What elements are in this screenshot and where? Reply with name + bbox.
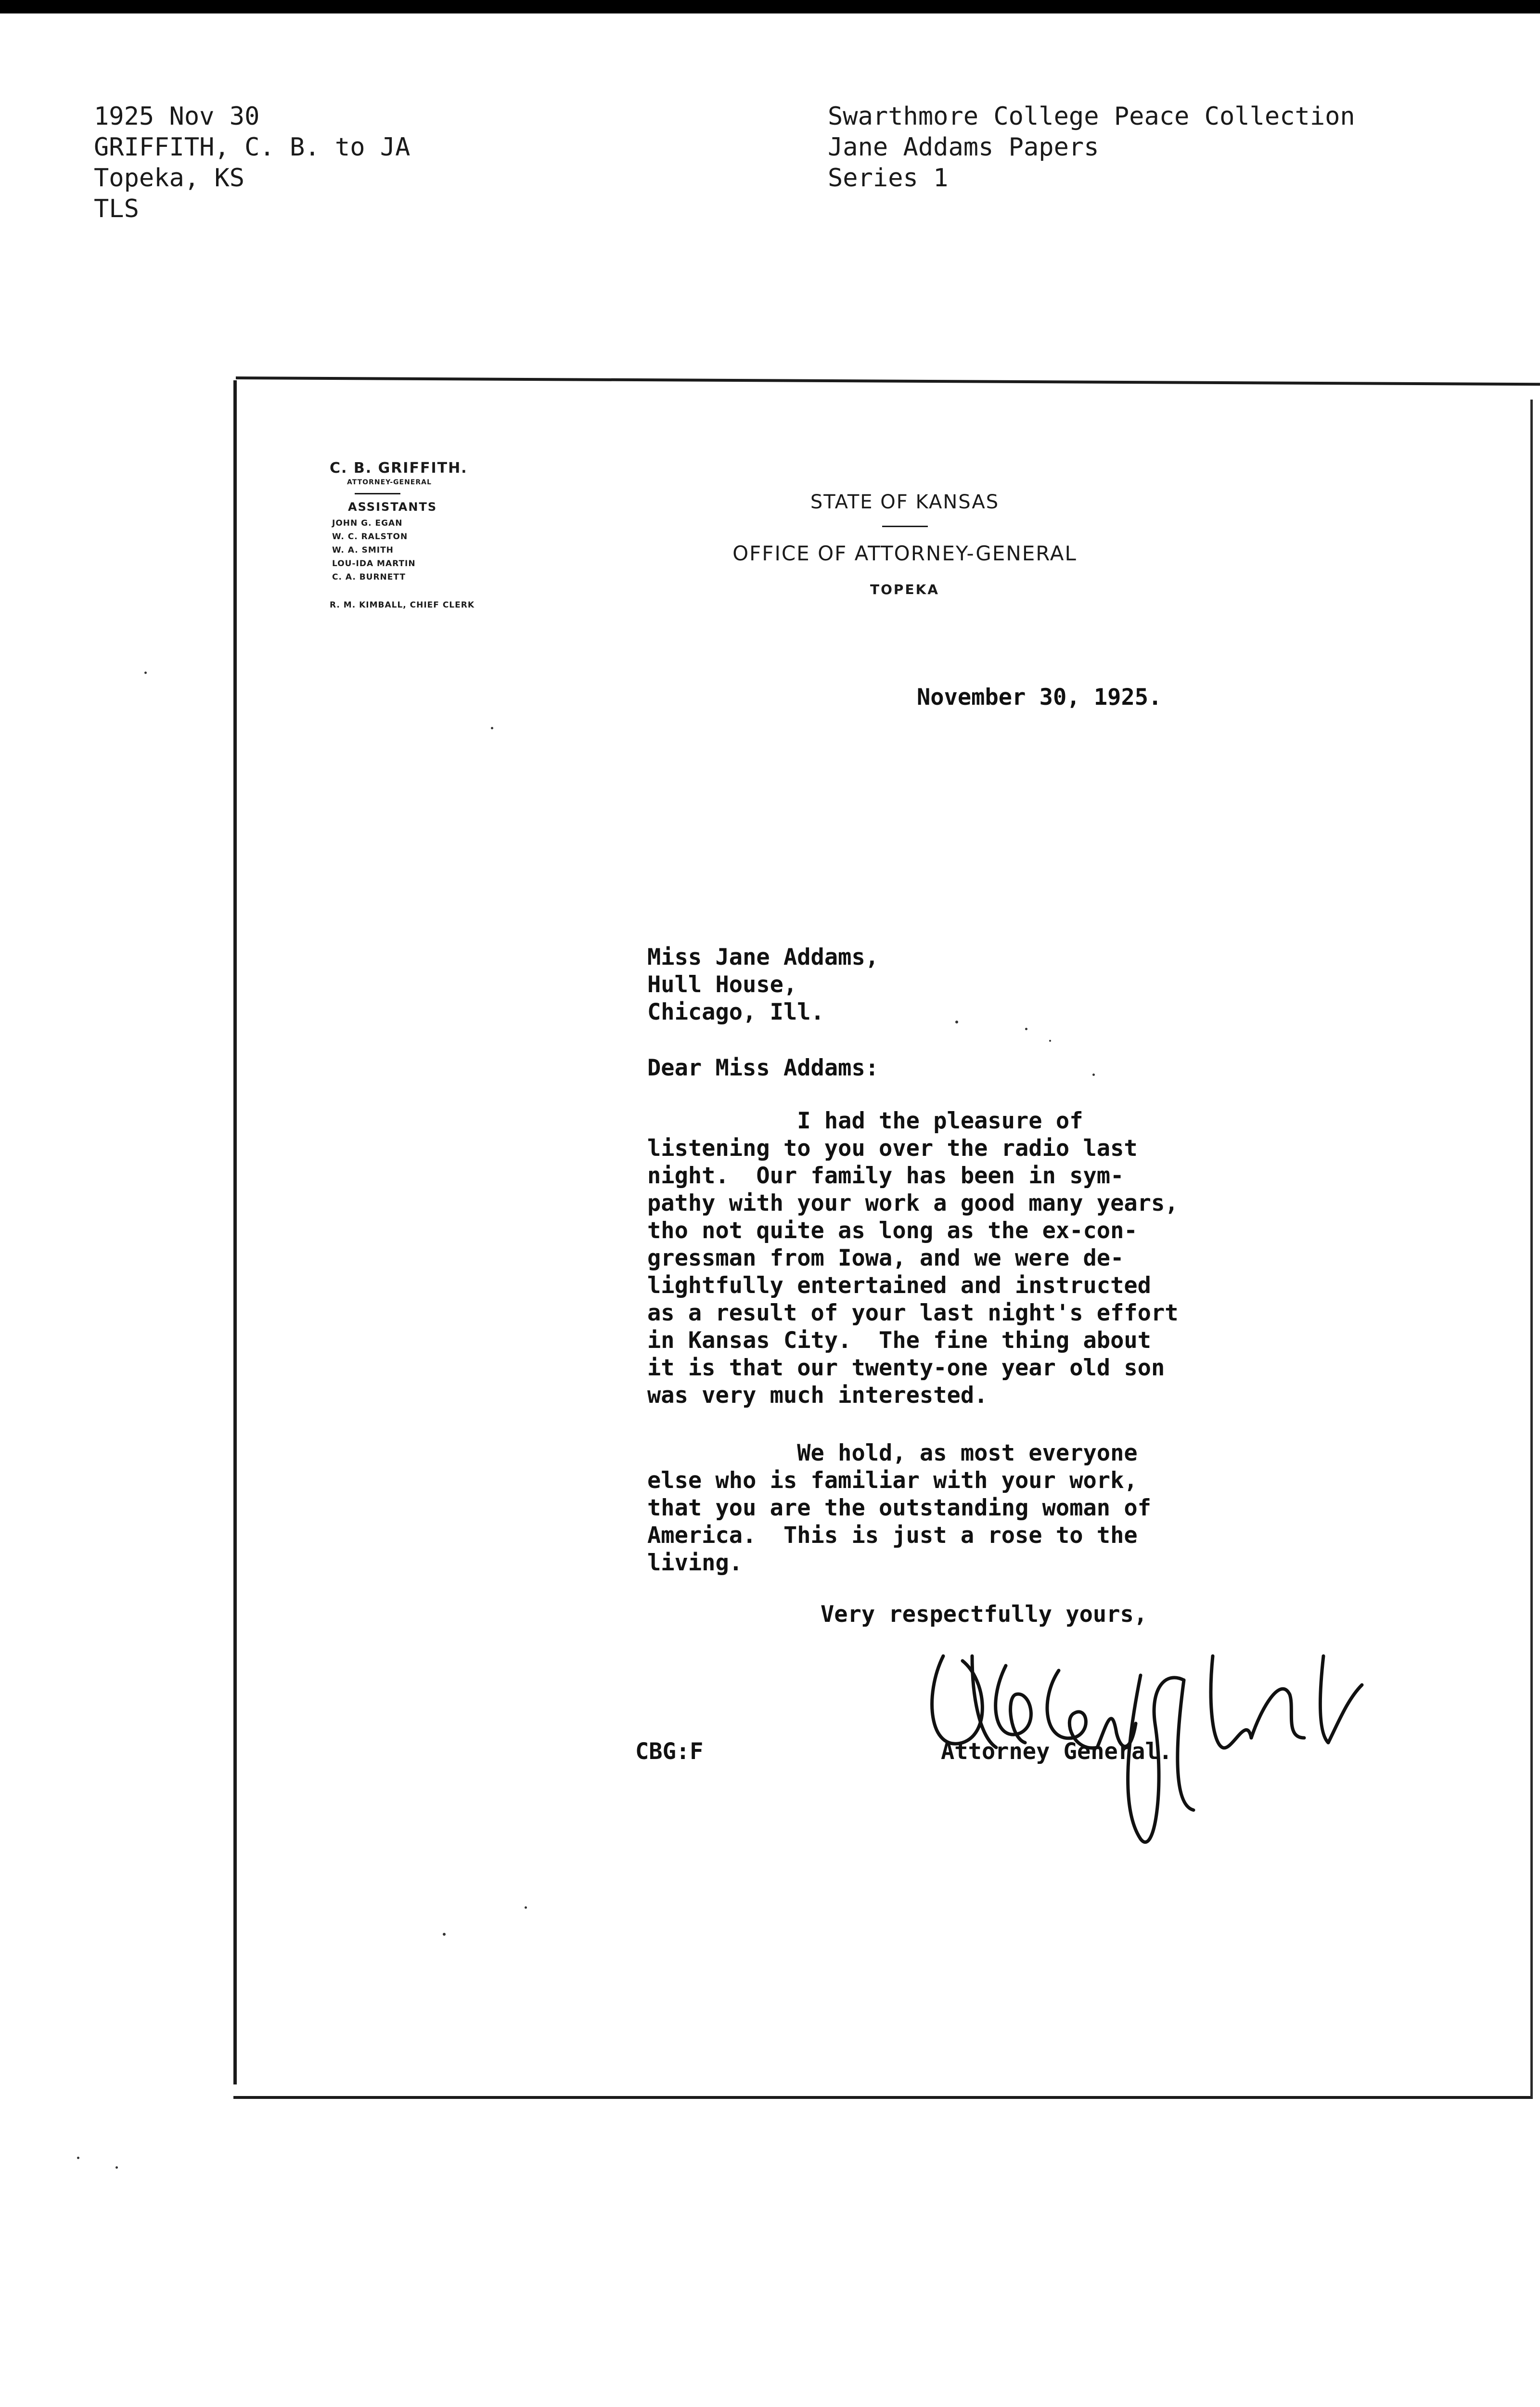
assistant-name: C. A. BURNETT xyxy=(332,572,406,582)
body-line: America. This is just a rose to the xyxy=(647,1522,1138,1549)
body-line: in Kansas City. The fine thing about xyxy=(647,1327,1151,1354)
letter-date: November 30, 1925. xyxy=(917,684,1162,711)
archive-series: Series 1 xyxy=(828,164,949,193)
letterhead-office xyxy=(674,491,1136,597)
body-line: else who is familiar with your work, xyxy=(647,1467,1138,1494)
body-line: pathy with your work a good many years, xyxy=(647,1190,1179,1216)
body-line: tho not quite as long as the ex-con- xyxy=(647,1217,1138,1244)
chief-clerk: R. M. KIMBALL, CHIEF CLERK xyxy=(330,600,475,610)
body-line: it is that our twenty-one year old son xyxy=(647,1355,1165,1381)
scan-border-top xyxy=(0,0,1540,13)
scan-speck xyxy=(491,727,493,729)
address-line: Miss Jane Addams, xyxy=(647,944,879,971)
archive-doc-type: TLS xyxy=(94,194,139,223)
letter-sheet-right-edge xyxy=(1530,400,1533,2098)
scan-speck xyxy=(116,2166,118,2169)
scan-speck xyxy=(525,1906,527,1909)
body-line: that you are the outstanding woman of xyxy=(647,1495,1151,1521)
letterhead-city: TOPEKA xyxy=(870,582,939,597)
body-line: living. xyxy=(647,1550,743,1576)
body-line: I had the pleasure of xyxy=(647,1108,1083,1134)
scan-speck xyxy=(77,2157,79,2159)
body-line: lightfully entertained and instructed xyxy=(647,1272,1151,1299)
typist-initials: CBG:F xyxy=(635,1738,704,1765)
archive-collection: Swarthmore College Peace Collection xyxy=(828,102,1355,131)
scan-speck xyxy=(955,1021,958,1023)
assistant-name: W. C. RALSTON xyxy=(332,532,408,542)
address-line: Hull House, xyxy=(647,971,797,998)
handwritten-signature xyxy=(914,1627,1376,1858)
body-line: as a result of your last night's effort xyxy=(647,1300,1179,1326)
assistant-name: W. A. SMITH xyxy=(332,545,394,555)
assistants-heading: ASSISTANTS xyxy=(348,500,437,514)
assistant-name: LOU-IDA MARTIN xyxy=(332,559,416,569)
body-line: was very much interested. xyxy=(647,1382,988,1409)
body-line: night. Our family has been in sym- xyxy=(647,1163,1124,1189)
body-line: gressman from Iowa, and we were de- xyxy=(647,1245,1124,1271)
letterhead-center-rule xyxy=(882,526,928,527)
archive-papers: Jane Addams Papers xyxy=(828,133,1099,162)
letterhead-staff-list xyxy=(330,460,475,610)
signer-title: Attorney General. xyxy=(941,1738,1173,1765)
letterhead-office-name: OFFICE OF ATTORNEY-GENERAL xyxy=(732,542,1077,565)
address-line: Chicago, Ill. xyxy=(647,999,824,1025)
complimentary-closing: Very respectfully yours, xyxy=(821,1601,1148,1628)
body-paragraph-1 xyxy=(647,1107,1179,1409)
letter-sheet-bottom-edge xyxy=(233,2096,1533,2099)
scan-speck xyxy=(1092,1074,1095,1076)
recipient-address xyxy=(647,944,879,1026)
letterhead-rule xyxy=(355,493,400,494)
letter-sheet-top-edge xyxy=(236,376,1540,386)
archive-metadata-right xyxy=(828,101,1355,194)
archive-place: Topeka, KS xyxy=(94,164,245,193)
assistant-name: JOHN G. EGAN xyxy=(332,518,403,528)
letter-sheet-left-edge xyxy=(233,380,237,2084)
scan-speck xyxy=(144,672,147,674)
scan-speck xyxy=(443,1933,446,1936)
salutation: Dear Miss Addams: xyxy=(647,1055,879,1081)
letterhead-state: STATE OF KANSAS xyxy=(810,491,1000,513)
body-line: listening to you over the radio last xyxy=(647,1135,1138,1162)
letterhead-name: C. B. GRIFFITH. xyxy=(330,460,468,477)
scan-speck xyxy=(1049,1040,1051,1042)
archive-metadata-left xyxy=(94,101,410,224)
archive-date: 1925 Nov 30 xyxy=(94,102,260,131)
body-line: We hold, as most everyone xyxy=(647,1440,1138,1466)
archive-correspondents: GRIFFITH, C. B. to JA xyxy=(94,133,411,162)
letterhead-name-title: ATTORNEY-GENERAL xyxy=(347,479,432,486)
scan-speck xyxy=(1025,1028,1027,1030)
body-paragraph-2 xyxy=(647,1439,1151,1577)
